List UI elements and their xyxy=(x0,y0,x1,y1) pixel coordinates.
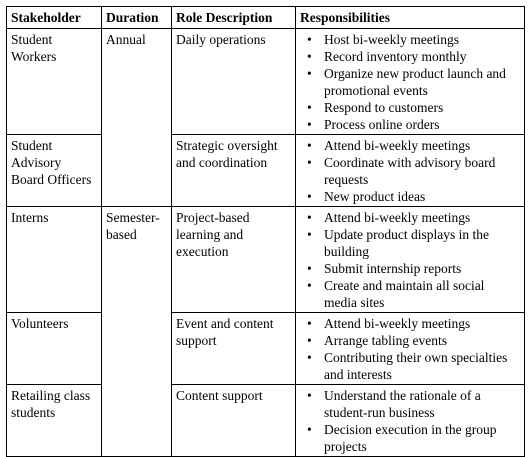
responsibilities-list xyxy=(300,137,520,205)
responsibilities-cell xyxy=(296,313,525,385)
list-item: • Attend bi-weekly meetings xyxy=(324,315,520,332)
list-item: • Update product displays in the building xyxy=(324,226,520,260)
stakeholder-cell: Retailing class students xyxy=(7,385,102,457)
list-item: • Submit internship reports xyxy=(324,260,520,277)
list-item: • Respond to customers xyxy=(324,99,520,116)
list-item: • Host bi-weekly meetings xyxy=(324,31,520,48)
list-item: • Create and maintain all social media sites xyxy=(324,277,520,311)
responsibilities-list xyxy=(300,209,520,311)
role-cell: Daily operations xyxy=(172,29,296,135)
list-item: • Record inventory monthly xyxy=(324,48,520,65)
table-row xyxy=(7,135,525,207)
header-responsibilities: Responsibilities xyxy=(296,7,525,29)
list-item: • Process online orders xyxy=(324,116,520,133)
list-item: • Attend bi-weekly meetings xyxy=(324,137,520,154)
table-row xyxy=(7,29,525,135)
role-cell: Project-based learning and execution xyxy=(172,207,296,313)
table-body xyxy=(7,29,525,457)
list-item: • Arrange tabling events xyxy=(324,332,520,349)
list-item: • Decision execution in the group projects xyxy=(324,421,520,455)
list-item: • Contributing their own specialties and interests xyxy=(324,349,520,383)
stakeholder-cell: Student Workers xyxy=(7,29,102,135)
list-item: • Attend bi-weekly meetings xyxy=(324,209,520,226)
responsibilities-list xyxy=(300,315,520,383)
list-item: • Organize new product launch and promotional events xyxy=(324,65,520,99)
header-row xyxy=(7,7,525,29)
stakeholder-cell: Interns xyxy=(7,207,102,313)
header-duration: Duration xyxy=(102,7,172,29)
stakeholder-table xyxy=(6,6,525,457)
stakeholder-cell: Volunteers xyxy=(7,313,102,385)
role-cell: Content support xyxy=(172,385,296,457)
stakeholder-cell: Student Advisory Board Officers xyxy=(7,135,102,207)
list-item: • New product ideas xyxy=(324,188,520,205)
list-item: • Coordinate with advisory board requests xyxy=(324,154,520,188)
responsibilities-cell xyxy=(296,29,525,135)
header-stakeholder: Stakeholder xyxy=(7,7,102,29)
responsibilities-cell xyxy=(296,135,525,207)
list-item: • Understand the rationale of a student-run business xyxy=(324,387,520,421)
table-row xyxy=(7,385,525,457)
header-role-description: Role Description xyxy=(172,7,296,29)
table-header xyxy=(7,7,525,29)
responsibilities-cell xyxy=(296,207,525,313)
responsibilities-cell xyxy=(296,385,525,457)
responsibilities-list xyxy=(300,31,520,133)
role-cell: Strategic oversight and coordination xyxy=(172,135,296,207)
table-row xyxy=(7,313,525,385)
table-row xyxy=(7,207,525,313)
duration-cell: Annual xyxy=(102,29,172,207)
duration-cell: Semester-based xyxy=(102,207,172,457)
role-cell: Event and content support xyxy=(172,313,296,385)
